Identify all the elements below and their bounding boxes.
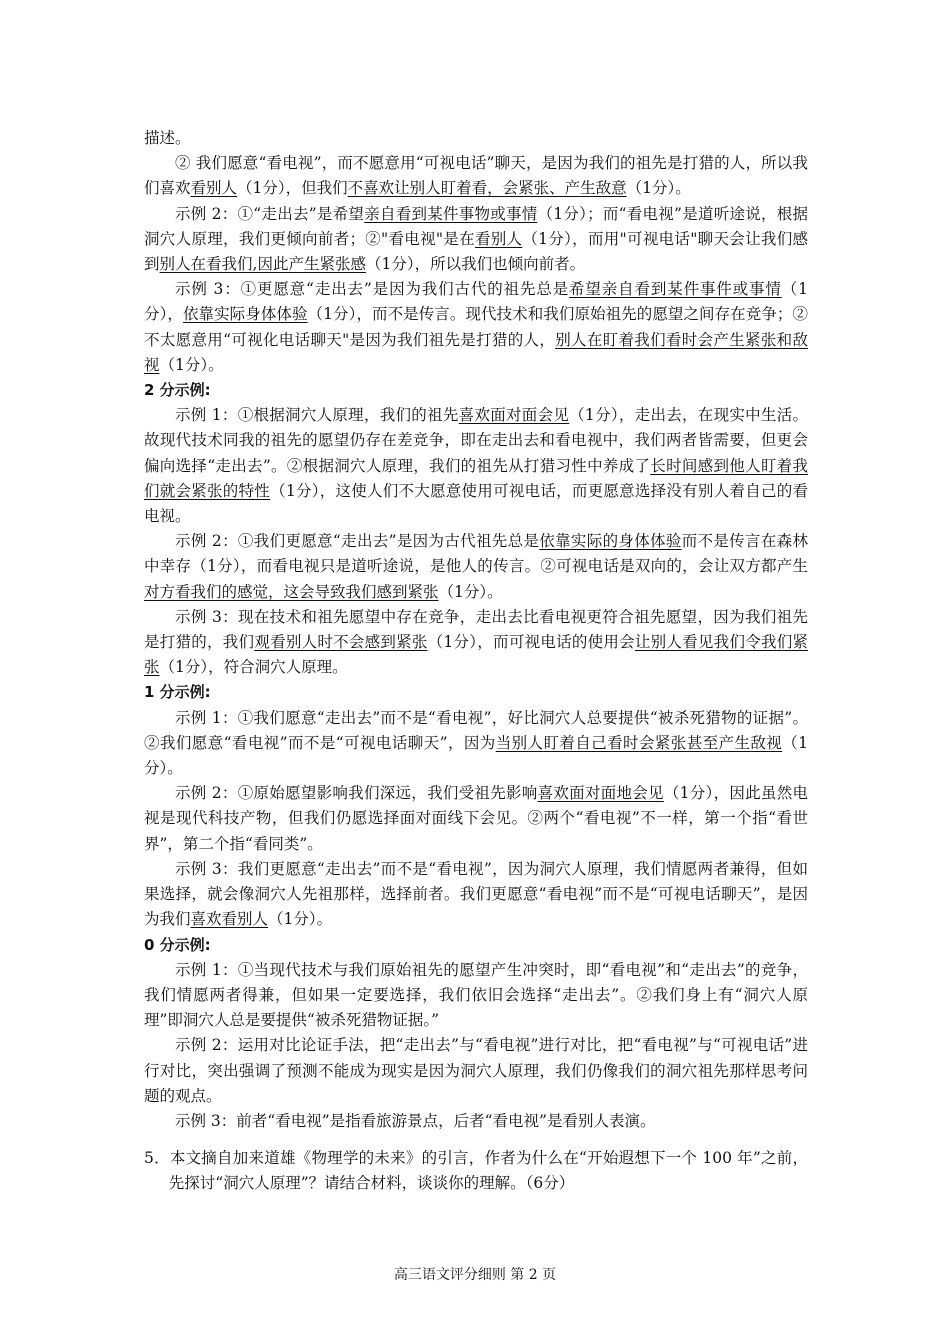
intro-line: 描述。 bbox=[144, 129, 191, 147]
heading-0pt: 0 分示例: bbox=[144, 935, 211, 954]
example-1pt-1: 示例 1：①我们愿意“走出去”而不是“看电视”，好比洞穴人总要提供“被杀死猎物的证据”。②我们愿意“看电视”而不是“可视电话聊天”，因为当别人盯着自己看时会紧张甚至产生敌视（1分）。 bbox=[144, 708, 808, 778]
example-0pt-3: 示例 3：前者“看电视”是指看旅游景点，后者“看电视”是看别人表演。 bbox=[175, 1111, 656, 1130]
example-0pt-2: 示例 2：运用对比论证手法，把“走出去”与“看电视”进行对比，把“看电视”与“可视电话”进行对比，突出强调了预测不能成为现实是因为洞穴人原理，我们仍像我们的洞穴祖先那样思考问题的观点。 bbox=[144, 1036, 808, 1105]
example-1pt-2: 示例 2：①原始愿望影响我们深远，我们受祖先影响喜欢面对面地会见（1分），因此虽然电视是现代科技产物，但我们仍愿选择面对面线下会见。②两个“看电视”不一样，第一个指“看世界”，第二个指“看同类”。 bbox=[144, 784, 808, 853]
example-2pt-1: 示例 1：①根据洞穴人原理，我们的祖先喜欢面对面会见（1分），走出去，在现实中生活。故现代技术同我的祖先的愿望仍存在差竞争，即在走出去和看电视中，我们两者皆需要，但更会偏向选择“走出去”。②根据洞穴人原理，我们的祖先从打猎习性中养成了长时间感到他人盯着我们就会紧张的特性（1分），这使人们不大愿意使用可视电话，而更愿意选择没有别人着自己的看电视。 bbox=[144, 406, 808, 526]
heading-2pt: 2 分示例: bbox=[144, 381, 211, 400]
example-0pt-1: 示例 1：①当现代技术与我们原始祖先的愿望产生冲突时，即“看电视”和“走出去”的竞争，我们情愿两者得兼，但如果一定要选择，我们依旧会选择“走出去”。②我们身上有“洞穴人原理”即洞穴人总是要提供“被杀死猎物证据。” bbox=[144, 960, 808, 1030]
answer-p1: ② 我们愿意“看电视”，而不愿意用“可视电话”聊天，是因为我们的祖先是打猎的人，所以我们喜欢看别人（1分），但我们不喜欢让别人盯着看，会紧张、产生敌意（1分）。 bbox=[144, 154, 808, 198]
example-3pt-2: 示例 2：①“走出去”是希望亲自看到某件事物或事情（1分）；而“看电视”是道听途说，根据洞穴人原理，我们更倾向前者；②"看电视"是在看别人（1分），而用"可视电话"聊天会让我们感到别人在看我们,因此产生紧张感（1分），所以我们也倾向前者。 bbox=[144, 204, 808, 274]
document-body bbox=[144, 126, 808, 1197]
question-5: 5．本文摘自加来道雄《物理学的未来》的引言，作者为什么在“开始遐想下一个 100 年”之前，先探讨“洞穴人原理”？请结合材料，谈谈你的理解。（6分） bbox=[144, 1149, 808, 1193]
example-2pt-2: 示例 2：①我们更愿意“走出去”是因为古代祖先总是依靠实际的身体体验而不是传言在森林中幸存（1分），而看电视只是道听途说，是他人的传言。②可视电话是双向的，会让双方都产生对方看我们的感觉，这会导致我们感到紧张（1分）。 bbox=[144, 532, 808, 601]
example-2pt-3: 示例 3：现在技术和祖先愿望中存在竞争，走出去比看电视更符合祖先愿望，因为我们祖先是打猎的，我们观看别人时不会感到紧张（1分），而可视电话的使用会让别人看见我们令我们紧张（1分），符合洞穴人原理。 bbox=[144, 607, 808, 677]
heading-1pt: 1 分示例: bbox=[144, 683, 211, 702]
page-footer: 高三语文评分细则 第 2 页 bbox=[393, 1267, 557, 1283]
example-1pt-3: 示例 3：我们更愿意“走出去”而不是“看电视”，因为洞穴人原理，我们情愿两者兼得，但如果选择，就会像洞穴人先祖那样，选择前者。我们更愿意“看电视”而不是“可视电话聊天”，是因为我们喜欢看别人（1分）。 bbox=[144, 859, 808, 929]
example-3pt-3: 示例 3：①更愿意“走出去”是因为我们古代的祖先总是希望亲自看到某件事件或事情（1分），依靠实际身体体验（1分），而不是传言。现代技术和我们原始祖先的愿望之间存在竞争；②不太愿意用“可视化电话聊天"是因为我们祖先是打猎的人，别人在盯着我们看时会产生紧张和敌视（1分）。 bbox=[144, 280, 808, 374]
